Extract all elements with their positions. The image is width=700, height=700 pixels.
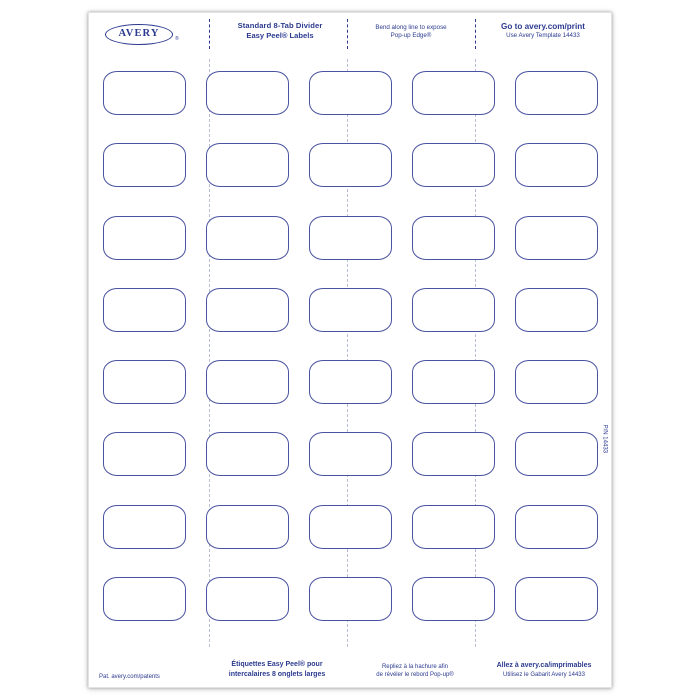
header-divider-3 [475, 19, 476, 49]
footer-product-title-fr-line2: intercalaires 8 onglets larges [228, 670, 326, 678]
label-cell[interactable] [412, 143, 495, 187]
label-cell[interactable] [206, 360, 289, 404]
label-cell[interactable] [103, 360, 186, 404]
label-cell[interactable] [103, 505, 186, 549]
label-cell[interactable] [515, 360, 598, 404]
label-cell[interactable] [515, 71, 598, 115]
label-cell[interactable] [206, 577, 289, 621]
label-row [103, 350, 599, 422]
label-cell[interactable] [103, 288, 186, 332]
label-cell[interactable] [515, 216, 598, 260]
label-row [103, 422, 599, 494]
label-cell[interactable] [515, 577, 598, 621]
footer-instruction-fr [355, 663, 475, 679]
footer-patent-text: Pat. avery.com/patents [99, 673, 160, 680]
label-cell[interactable] [515, 505, 598, 549]
label-cell[interactable] [206, 432, 289, 476]
avery-logo-text: AVERY [118, 28, 160, 39]
label-row [103, 567, 599, 639]
header-product-title-line2: Easy Peel® Labels [246, 31, 314, 41]
label-row [103, 61, 599, 133]
part-number-vertical: P/N 14433 [601, 424, 607, 453]
label-row [103, 133, 599, 205]
label-cell[interactable] [309, 216, 392, 260]
label-row [103, 278, 599, 350]
footer-template-info-fr [481, 661, 607, 679]
header-print-url: Go to avery.com/print [500, 22, 585, 31]
label-cell[interactable] [206, 71, 289, 115]
label-cell[interactable] [206, 216, 289, 260]
label-cell[interactable] [206, 143, 289, 187]
header-product-title [215, 21, 345, 42]
label-cell[interactable] [412, 505, 495, 549]
label-cell[interactable] [206, 505, 289, 549]
label-cell[interactable] [309, 360, 392, 404]
avery-logo-registered: ® [175, 36, 179, 42]
footer-patent-note [99, 673, 195, 681]
footer-instruction-fr-line2: de révéler le rebord Pop-up® [376, 671, 454, 678]
header-template-number: Use Avery Template 14433 [506, 32, 580, 40]
label-cell[interactable] [412, 577, 495, 621]
footer-instruction-fr-line1: Repliez à la hachure afin [381, 663, 449, 670]
sheet-header [89, 13, 611, 55]
footer-product-title-fr-line1: Étiquettes Easy Peel® pour [231, 661, 323, 669]
footer-product-title-fr [209, 660, 345, 679]
label-cell[interactable] [515, 432, 598, 476]
label-cell[interactable] [103, 143, 186, 187]
header-divider-2 [347, 19, 348, 49]
label-cell[interactable] [309, 432, 392, 476]
label-cell[interactable] [412, 71, 495, 115]
header-instruction-line2: Pop-up Edge® [390, 32, 432, 40]
sheet-footer [89, 647, 611, 687]
header-divider-1 [209, 19, 210, 49]
label-cell[interactable] [103, 432, 186, 476]
label-row [103, 495, 599, 567]
header-instruction-line1: Bend along line to expose [375, 24, 447, 31]
footer-template-number-fr: Utilisez le Gabarit Avery 14433 [503, 671, 585, 678]
footer-print-url-fr: Allez à avery.ca/imprimables [496, 662, 592, 670]
label-cell[interactable] [309, 143, 392, 187]
label-cell[interactable] [103, 71, 186, 115]
label-cell[interactable] [515, 288, 598, 332]
label-cell[interactable] [309, 288, 392, 332]
label-cell[interactable] [103, 577, 186, 621]
label-row [103, 206, 599, 278]
label-cell[interactable] [515, 143, 598, 187]
header-product-title-line1: Standard 8-Tab Divider [237, 21, 323, 30]
header-instruction [351, 24, 471, 41]
label-cell[interactable] [309, 71, 392, 115]
label-cell[interactable] [412, 216, 495, 260]
label-cell[interactable] [103, 216, 186, 260]
label-cell[interactable] [412, 288, 495, 332]
label-cell[interactable] [412, 360, 495, 404]
label-cell[interactable] [412, 432, 495, 476]
header-template-info [479, 21, 607, 40]
avery-logo [105, 24, 179, 46]
label-sheet [88, 12, 612, 688]
label-cell[interactable] [309, 577, 392, 621]
label-cell[interactable] [309, 505, 392, 549]
label-grid [103, 61, 599, 639]
label-cell[interactable] [206, 288, 289, 332]
